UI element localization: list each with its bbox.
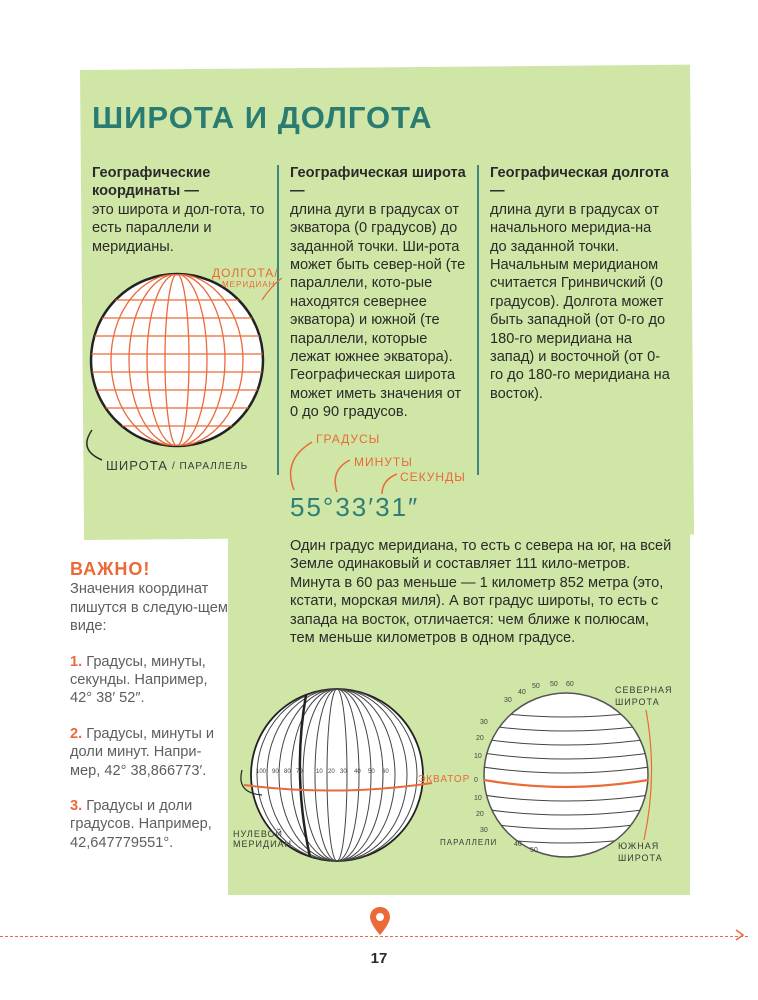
equator-label: ЭКВАТОР: [418, 774, 471, 785]
svg-text:10: 10: [474, 795, 482, 802]
globe-latitude-longitude: [72, 260, 282, 480]
svg-text:20: 20: [328, 769, 335, 775]
coordinates-example: 55°33′31″: [290, 492, 420, 522]
column-body: длина дуги в градусах от начального меридиа-на до заданной точки. Начальным меридианом считается Гринвичский (0 градусов). Долгота может быть западной (от 0-го до 180-го меридиана на запад) и восточной (от 0-го до 180-го меридиана на восток).: [490, 201, 670, 402]
latitude-label: ШИРОТА: [106, 458, 168, 473]
svg-text:90: 90: [272, 769, 279, 775]
footer-dashed-line: [0, 936, 748, 937]
svg-text:50: 50: [530, 847, 538, 854]
svg-text:40: 40: [518, 689, 526, 696]
svg-text:40: 40: [514, 841, 522, 848]
column-divider: [477, 165, 479, 475]
svg-text:50: 50: [550, 681, 558, 688]
longitude-label: ДОЛГОТА/: [212, 266, 279, 280]
page-number: 17: [370, 950, 388, 967]
svg-text:80: 80: [284, 769, 291, 775]
column-body: это широта и дол-гота, то есть параллели и меридианы.: [92, 201, 265, 255]
column-heading: Географическая долгота —: [490, 165, 669, 200]
svg-text:60: 60: [566, 681, 574, 688]
degree-paragraph: Один градус меридиана, то есть с севера на юг, на всей Земле одинаковый и составляет 111 кило-метров. Минута в 60 раз меньше — 1 километр 852 метра (это, кстати, морская миля). А вот градус широты, то есть с запада на восток, отличается: чем ближе к полюсам, тем меньше километров в одном градусе.: [290, 538, 672, 647]
column-longitude: [490, 164, 670, 403]
svg-text:10: 10: [316, 769, 323, 775]
list-item: 1. Градусы, минуты, секунды. Например, 42° 38′ 52″.: [70, 653, 208, 707]
list-item: 3. Градусы и доли градусов. Например, 42,647779551°.: [70, 798, 212, 851]
north-latitude-label: СЕВЕРНАЯ ШИРОТА: [615, 685, 673, 707]
svg-text:60: 60: [382, 769, 389, 775]
seconds-label: СЕКУНДЫ: [400, 470, 466, 484]
svg-text:70: 70: [296, 769, 303, 775]
zero-meridian-label: НУЛЕВОЙ МЕРИДИАН: [233, 829, 293, 849]
svg-text:20: 20: [476, 811, 484, 818]
important-note: [70, 560, 230, 869]
svg-text:50: 50: [368, 769, 375, 775]
svg-text:0: 0: [474, 777, 478, 784]
parallel-label: / ПАРАЛЛЕЛЬ: [172, 461, 249, 472]
degrees-label: ГРАДУСЫ: [316, 432, 381, 446]
svg-text:30: 30: [480, 827, 488, 834]
column-heading: Географическая широта —: [290, 165, 466, 200]
parallels-label: ПАРАЛЛЕЛИ: [440, 838, 498, 847]
svg-text:20: 20: [476, 735, 484, 742]
svg-text:100: 100: [256, 769, 267, 775]
column-coordinates: [92, 164, 272, 256]
column-latitude: [290, 164, 470, 422]
svg-text:30: 30: [480, 719, 488, 726]
location-pin-icon: [369, 906, 391, 936]
column-heading: Географические координаты —: [92, 165, 211, 200]
important-intro: Значения координат пишутся в следую-щем виде:: [70, 581, 228, 635]
column-body: длина дуги в градусах от экватора (0 градусов) до заданной точки. Ши-рота может быть север-ной (те параллели, кото-рые находятся севернее экватора) и южной (те параллели, которые лежат южнее экватора). Географическая широта может иметь значения от 0 до 90 градусов.: [290, 201, 466, 421]
list-item: 2. Градусы, минуты и доли минут. Напри-мер, 42° 38,866773′.: [70, 725, 215, 779]
important-heading: ВАЖНО!: [70, 559, 151, 579]
svg-text:10: 10: [474, 753, 482, 760]
minutes-label: МИНУТЫ: [354, 455, 413, 469]
svg-text:40: 40: [354, 769, 361, 775]
svg-text:30: 30: [504, 697, 512, 704]
chevron-right-icon: [734, 929, 746, 941]
page-title: ШИРОТА И ДОЛГОТА: [92, 100, 433, 135]
svg-text:50: 50: [532, 683, 540, 690]
meridian-label: МЕРИДИАН: [222, 280, 276, 289]
south-latitude-label: ЮЖНАЯ ШИРОТА: [618, 841, 663, 863]
svg-text:30: 30: [340, 769, 347, 775]
